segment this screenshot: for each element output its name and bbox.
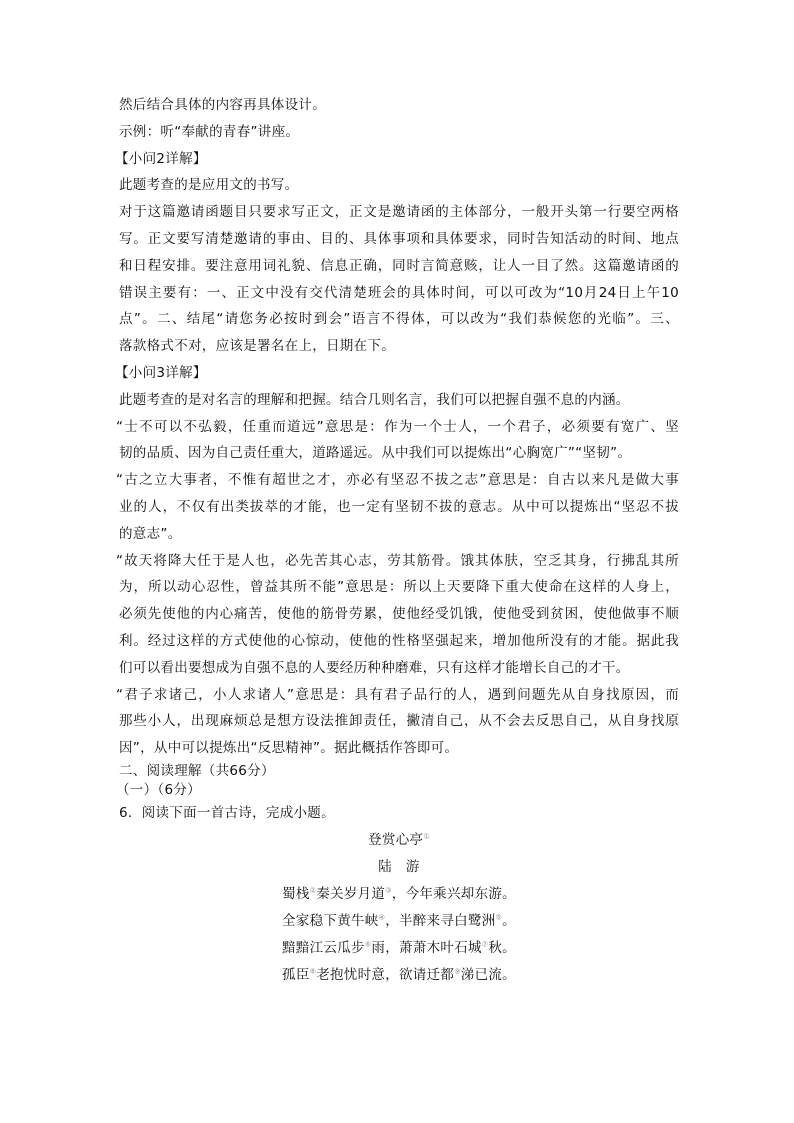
section-subheading: （一）（6分） [116,781,201,798]
text-line: “士不可以不弘毅，任重而道远”意思是：作为一个士人，一个君子，必须要有宽广、坚 [116,418,679,435]
text-line: 必须先使他的内心痛苦，使他的筋骨劳累，使他经受饥饿，使他受到贫困，使他做事不顺 [119,606,679,623]
text-line: 利。经过这样的方式使他的心惊动，使他的性格坚强起来，增加他所没有的才能。据此我 [119,632,679,649]
text-line: 此题考查的是对名言的理解和把握。结合几则名言，我们可以把握自强不息的内涵。 [119,391,630,408]
footnote-marker: ① [423,832,430,841]
text-line: “故天将降大任于是人也，必先苦其心志，劳其筋骨。饿其体肤，空乏其身，行拂乱其所 [116,552,679,569]
poem-line: 蜀栈②秦关岁月道③，今年乘兴却东游。 [282,885,516,902]
text-line: “古之立大事者，不惟有超世之才，亦必有坚忍不拔之志”意思是：自古以来凡是做大事 [116,472,679,489]
footnote-marker: ⑥ [364,940,372,949]
subquestion-heading: 【小问2详解】 [115,150,207,167]
text-line: 那些小人，出现麻烦总是想方设法推卸责任，撇清自己，从不会去反思自己，从自身找原 [119,713,679,730]
document-page [115,92,679,989]
poem-line: 黯黯江云瓜步⑥雨，萧萧木叶石城⑦秋。 [282,939,516,956]
question-prompt: 6．阅读下面一首古诗，完成小题。 [119,804,335,821]
footnote-marker: ⑤ [495,913,503,922]
footnote-marker: ⑦ [481,940,489,949]
text-line: 落款格式不对，应该是署名在上，日期在下。 [119,338,395,355]
text-line: 为，所以动心忍性，曾益其所不能”意思是：所以上天要降下重大使命在这样的人身上， [119,579,679,596]
poem-line: 全家稳下黄牛峡④，半醉来寻白鹭洲⑤。 [282,912,516,929]
text-line: 示例：听“奉献的青春”讲座。 [119,123,300,140]
text-line: 因”，从中可以提炼出“反思精神”。据此概括作答即可。 [119,740,459,757]
footnote-marker: ⑧ [309,967,317,976]
text-line: 对于这篇邀请函题目只要求写正文，正文是邀请函的主体部分，一般开头第一行要空两格 [119,204,679,221]
text-line: 然后结合具体的内容再具体设计。 [119,97,326,113]
text-line: 的意志”。 [119,525,182,542]
text-line: 点”。二、结尾“请您务必按时到会”语言不得体，可以改为“我们恭候您的光临”。三、 [119,311,679,328]
text-line: “君子求诸己，小人求诸人”意思是：具有君子品行的人，遇到问题先从自身找原因，而 [116,686,679,703]
poem-line: 孤臣⑧老抱忧时意，欲请迁都⑨涕已流。 [282,966,516,983]
footnote-marker: ⑨ [454,967,461,976]
text-line: 此题考查的是应用文的书写。 [119,177,299,194]
text-line: 写。正文要写清楚邀请的事由、目的、具体事项和具体要求，同时告知活动的时间、地点 [119,230,679,247]
poem-author: 陆 游 [378,858,420,875]
section-heading: 二、阅读理解（共66分） [119,762,275,779]
subquestion-heading: 【小问3详解】 [115,364,207,381]
text-line: 们可以看出要想成为自强不息的人要经历种种磨难，只有这样才能增长自己的才干。 [119,659,630,676]
text-line: 和日程安排。要注意用词礼貌、信息正确，同时言简意赅，让人一目了然。这篇邀请函的 [119,257,679,274]
text-line: 错误主要有：一、正文中没有交代清楚班会的具体时间，可以可改为“10月24日上午10 [119,284,679,301]
text-line: 业的人，不仅有出类拔萃的才能，也一定有坚韧不拔的意志。从中可以提炼出“坚忍不拔 [119,498,679,515]
poem-title: 登赏心亭① [368,831,430,848]
footnote-marker: ④ [378,913,386,922]
poem [119,827,679,989]
text-line: 韧的品质、因为自己责任重大，道路遥远。从中我们可以提炼出“心胸宽广”“坚韧”。 [119,445,632,462]
footnote-marker: ③ [385,886,392,895]
footnote-marker: ② [309,886,317,895]
